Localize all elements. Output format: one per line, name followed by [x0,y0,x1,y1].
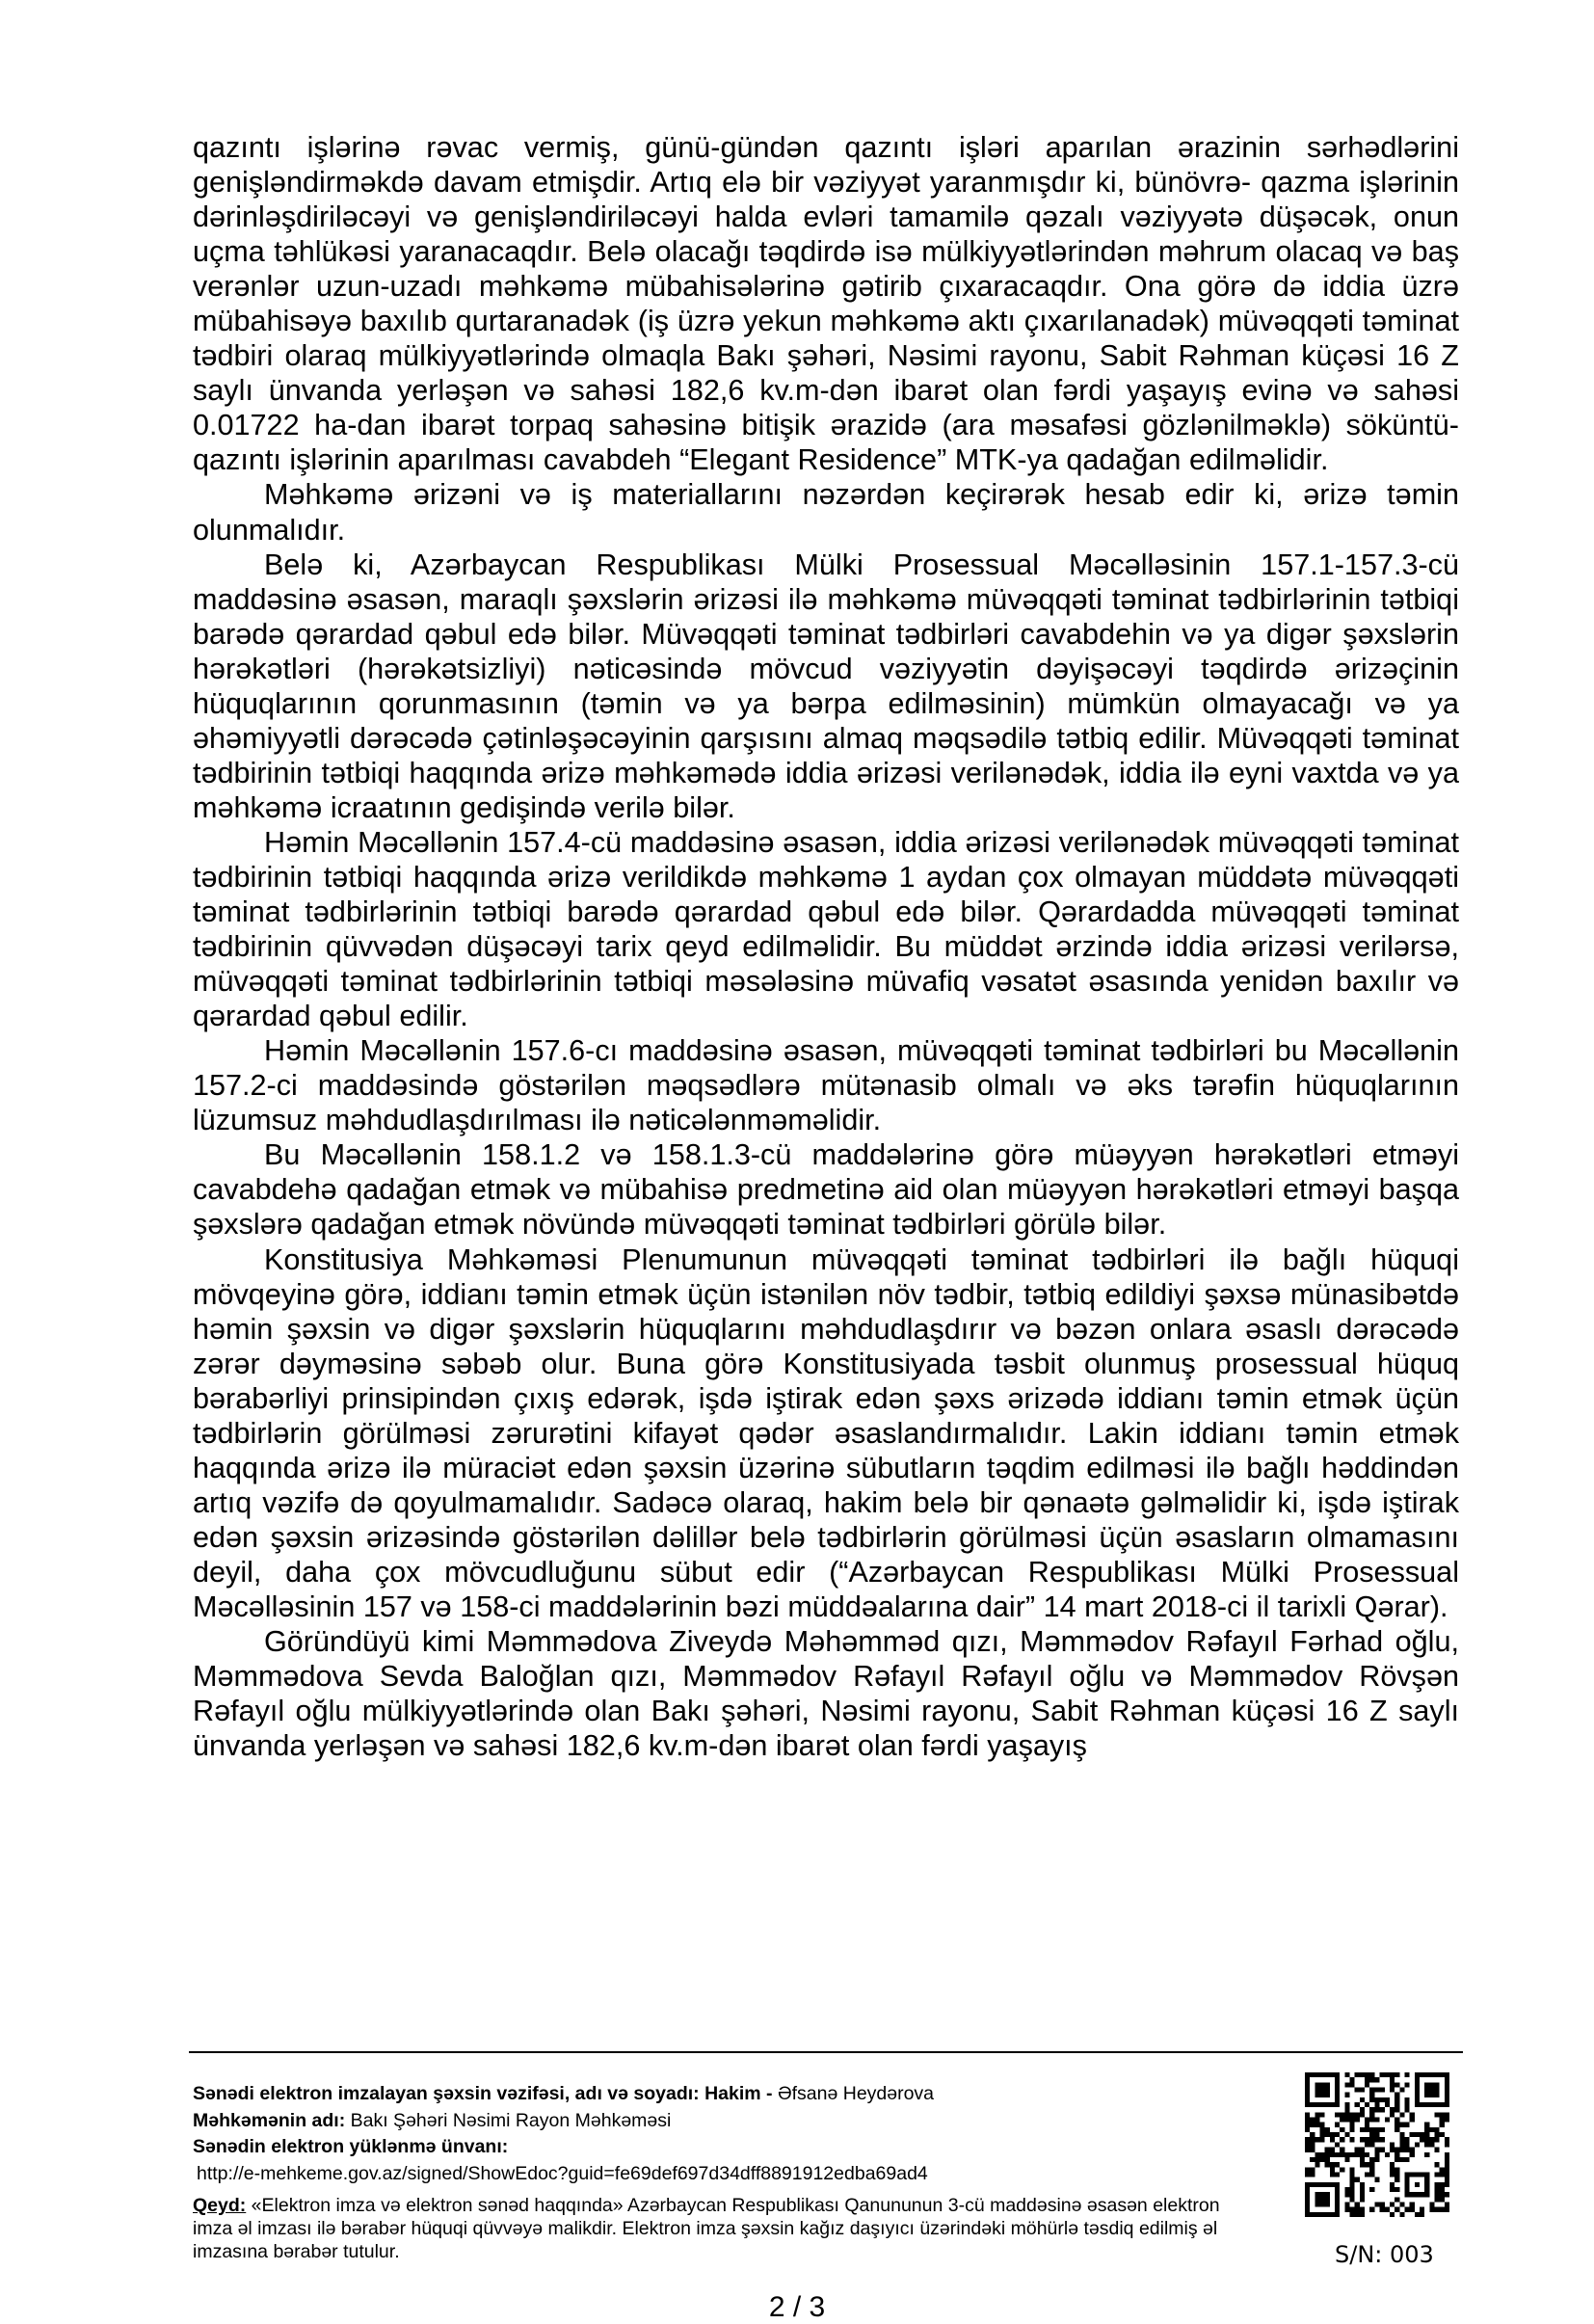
footer-divider [189,2051,1463,2053]
signer-label: Sənədi elektron imzalayan şəxsin vəzifəsi, adı və soyadı: Hakim - [193,2083,778,2104]
upload-row [193,2134,1243,2161]
legal-note [193,2194,1243,2263]
paragraph: Məhkəmə ərizəni və iş materiallarını nəzərdən keçirərək hesab edir ki, ərizə təmin olunmalıdır. [193,478,1459,547]
paragraph: Belə ki, Azərbaycan Respublikası Mülki Prosessual Məcəlləsinin 157.1-157.3-cü maddəsinə əsasən, maraqlı şəxslərin ərizəsi ilə məhkəmə müvəqqəti təminat tədbirlərinin tətbiqi barədə qərardad qəbul edə bilər. Müvəqqəti təminat tədbirləri cavabdehin və ya digər şəxslərin hərəkətləri (hərəkətsizliyi) nəticəsində mövcud vəziyyətin dəyişəcəyi təqdirdə ərizəçinin hüquqlarının qorunmasının (təmin və ya bərpa edilməsinin) mümkün olmayacağı və ya əhəmiyyətli dərəcədə çətinləşəcəyinin qarşısını almaq məqsədilə tətbiq edilir. Müvəqqəti təminat tədbirinin tətbiqi haqqında ərizə məhkəmədə iddia ərizəsi verilənədək, iddia ilə eyni vaxtda və ya məhkəmə icraatının gedişində verilə bilər. [193,548,1459,824]
note-label: Qeyd: [193,2195,247,2216]
page-number: 2 / 3 [768,2291,826,2323]
document-body [193,130,1459,1763]
paragraph: Həmin Məcəllənin 157.6-cı maddəsinə əsasən, müvəqqəti təminat tədbirləri bu Məcəllənin 157.2-ci maddəsində göstərilən məqsədlərə mütənasib olmalı və əks tərəfin hüquqlarının lüzumsuz məhdudlaşdırılması ilə nəticələnməməlidir. [193,1034,1459,1137]
upload-label: Sənədin elektron yüklənmə ünvanı: [193,2136,509,2157]
court-label: Məhkəmənin adı: [193,2109,351,2131]
signer-row [193,2081,1243,2108]
paragraph: Konstitusiya Məhkəməsi Plenumunun müvəqqəti təminat tədbirləri ilə bağlı hüquqi mövqeyinə görə, iddianı təmin etmək üçün istənilən növ tədbir, tətbiq edildiyi şəxsə münasibətdə həmin şəxsin və digər şəxslərin hüquqlarını məhdudlaşdırır və bəzən onlara əsaslı dərəcədə zərər dəyməsinə səbəb olur. Buna görə Konstitusiyada təsbit olunmuş prosessual hüquq bərabərliyi prinsipindən çıxış edərək, işdə iştirak edən şəxs ərizədə iddianı təmin etmək üçün tədbirlərin görülməsi zərurətini kifayət qədər əsaslandırmalıdır. Lakin iddianı təmin etmək haqqında ərizə ilə müraciət edən şəxsin üzərinə sübutların təqdim edilməsi ilə bağlı həddindən artıq vəzifə də qoyulmamalıdır. Sadəcə olaraq, hakim belə bir qənaətə gəlməlidir ki, işdə iştirak edən şəxsin ərizəsində göstərilən dəlillər belə tədbirlərin görülməsi üçün əsasların olmamasını deyil, daha çox mövcudluğunu sübut edir (“Azərbaycan Respublikası Mülki Prosessual Məcəlləsinin 157 və 158-ci maddələrinin bəzi müddəalarına dair” 14 mart 2018-ci il tarixli Qərar). [193,1242,1459,1623]
court-name: Bakı Şəhəri Nəsimi Rayon Məhkəməsi [350,2109,672,2131]
qr-code-icon [1305,2072,1449,2217]
signature-block [193,2081,1243,2187]
paragraph: Həmin Məcəllənin 157.4-cü maddəsinə əsasən, iddia ərizəsi verilənədək müvəqqəti təminat tədbirinin tətbiqi haqqında ərizə verildikdə məhkəmə 1 aydan çox olmayan müddətə müvəqqəti təminat tədbirlərinin tətbiqi barədə qərardad qəbul edə bilər. Qərardadda müvəqqəti təminat tədbirinin qüvvədən düşəcəyi tarix qeyd edilməlidir. Bu müddət ərzində iddia ərizəsi verilərsə, müvəqqəti təminat tədbirlərinin tətbiqi məsələsinə müvafiq vəsatət əsasında yenidən baxılır və qərardad qəbul edilir. [193,825,1459,1033]
signer-name: Əfsanə Heydərova [777,2083,935,2104]
note-text: «Elektron imza və elektron sənəd haqqında» Azərbaycan Respublikası Qanununun 3-cü maddəsinə əsasən elektron imza əl imzası ilə bərabər hüquqi qüvvəyə malikdir. Elektron imza şəxsin kağız daşıyıcı üzərindəki möhürlə təsdiq edilmiş əl imzasına bərabər tutulur. [193,2195,1220,2262]
paragraph: Göründüyü kimi Məmmədova Ziveydə Məhəmməd qızı, Məmmədov Rəfayıl Fərhad oğlu, Məmmədova Sevda Baloğlan qızı, Məmmədov Rəfayıl Rəfayıl oğlu və Məmmədov Rövşən Rəfayıl oğlu mülkiyyətlərində olan Bakı şəhəri, Nəsimi rayonu, Sabit Rəhman küçəsi 16 Z saylı ünvanda yerləşən və sahəsi 182,6 kv.m-dən ibarət olan fərdi yaşayış [193,1625,1459,1763]
paragraph: qazıntı işlərinə rəvac vermiş, günü-gündən qazıntı işləri aparılan ərazinin sərhədlərini genişləndirməkdə davam etmişdir. Artıq elə bir vəziyyət yaranmışdır ki, bünövrə- qazma işlərinin dərinləşdiriləcəyi və genişləndiriləcəyi halda evləri tamamilə qəzalı vəziyyətə düşəcək, onun uçma təhlükəsi yaranacaqdır. Belə olacağı təqdirdə isə mülkiyyətlərindən məhrum olacaq və baş verənlər uzun-uzadı məhkəmə mübahisələrinə gətirib çıxaracaqdır. Ona görə də iddia üzrə mübahisəyə baxılıb qurtaranadək (iş üzrə yekun məhkəmə aktı çıxarılanadək) müvəqqəti təminat tədbiri olaraq mülkiyyətlərində olmaqla Bakı şəhəri, Nəsimi rayonu, Sabit Rəhman küçəsi 16 Z saylı ünvanda yerləşən və sahəsi 182,6 kv.m-dən ibarət olan fərdi yaşayış evinə və sahəsi 0.01722 ha-dan ibarət torpaq sahəsinə bitişik ərazidə (ara məsafəsi gözlənilməklə) söküntü-qazıntı işlərinin aparılması cavabdeh “Elegant Residence” MTK-ya qadağan edilməlidir. [193,131,1459,477]
document-url-link[interactable]: http://e-mehkeme.gov.az/signed/ShowEdoc?guid=fe69def697d34dff8891912edba69ad4 [197,2162,928,2184]
paragraph: Bu Məcəllənin 158.1.2 və 158.1.3-cü maddələrinə görə müəyyən hərəkətləri etməyi cavabdehə qadağan etmək və mübahisə predmetinə aid olan müəyyən hərəkətləri etməyi başqa şəxslərə qadağan etmək növündə müvəqqəti təminat tədbirləri görülə bilər. [193,1138,1459,1242]
serial-number: S/N: 003 [1335,2241,1434,2268]
court-row [193,2108,1243,2135]
